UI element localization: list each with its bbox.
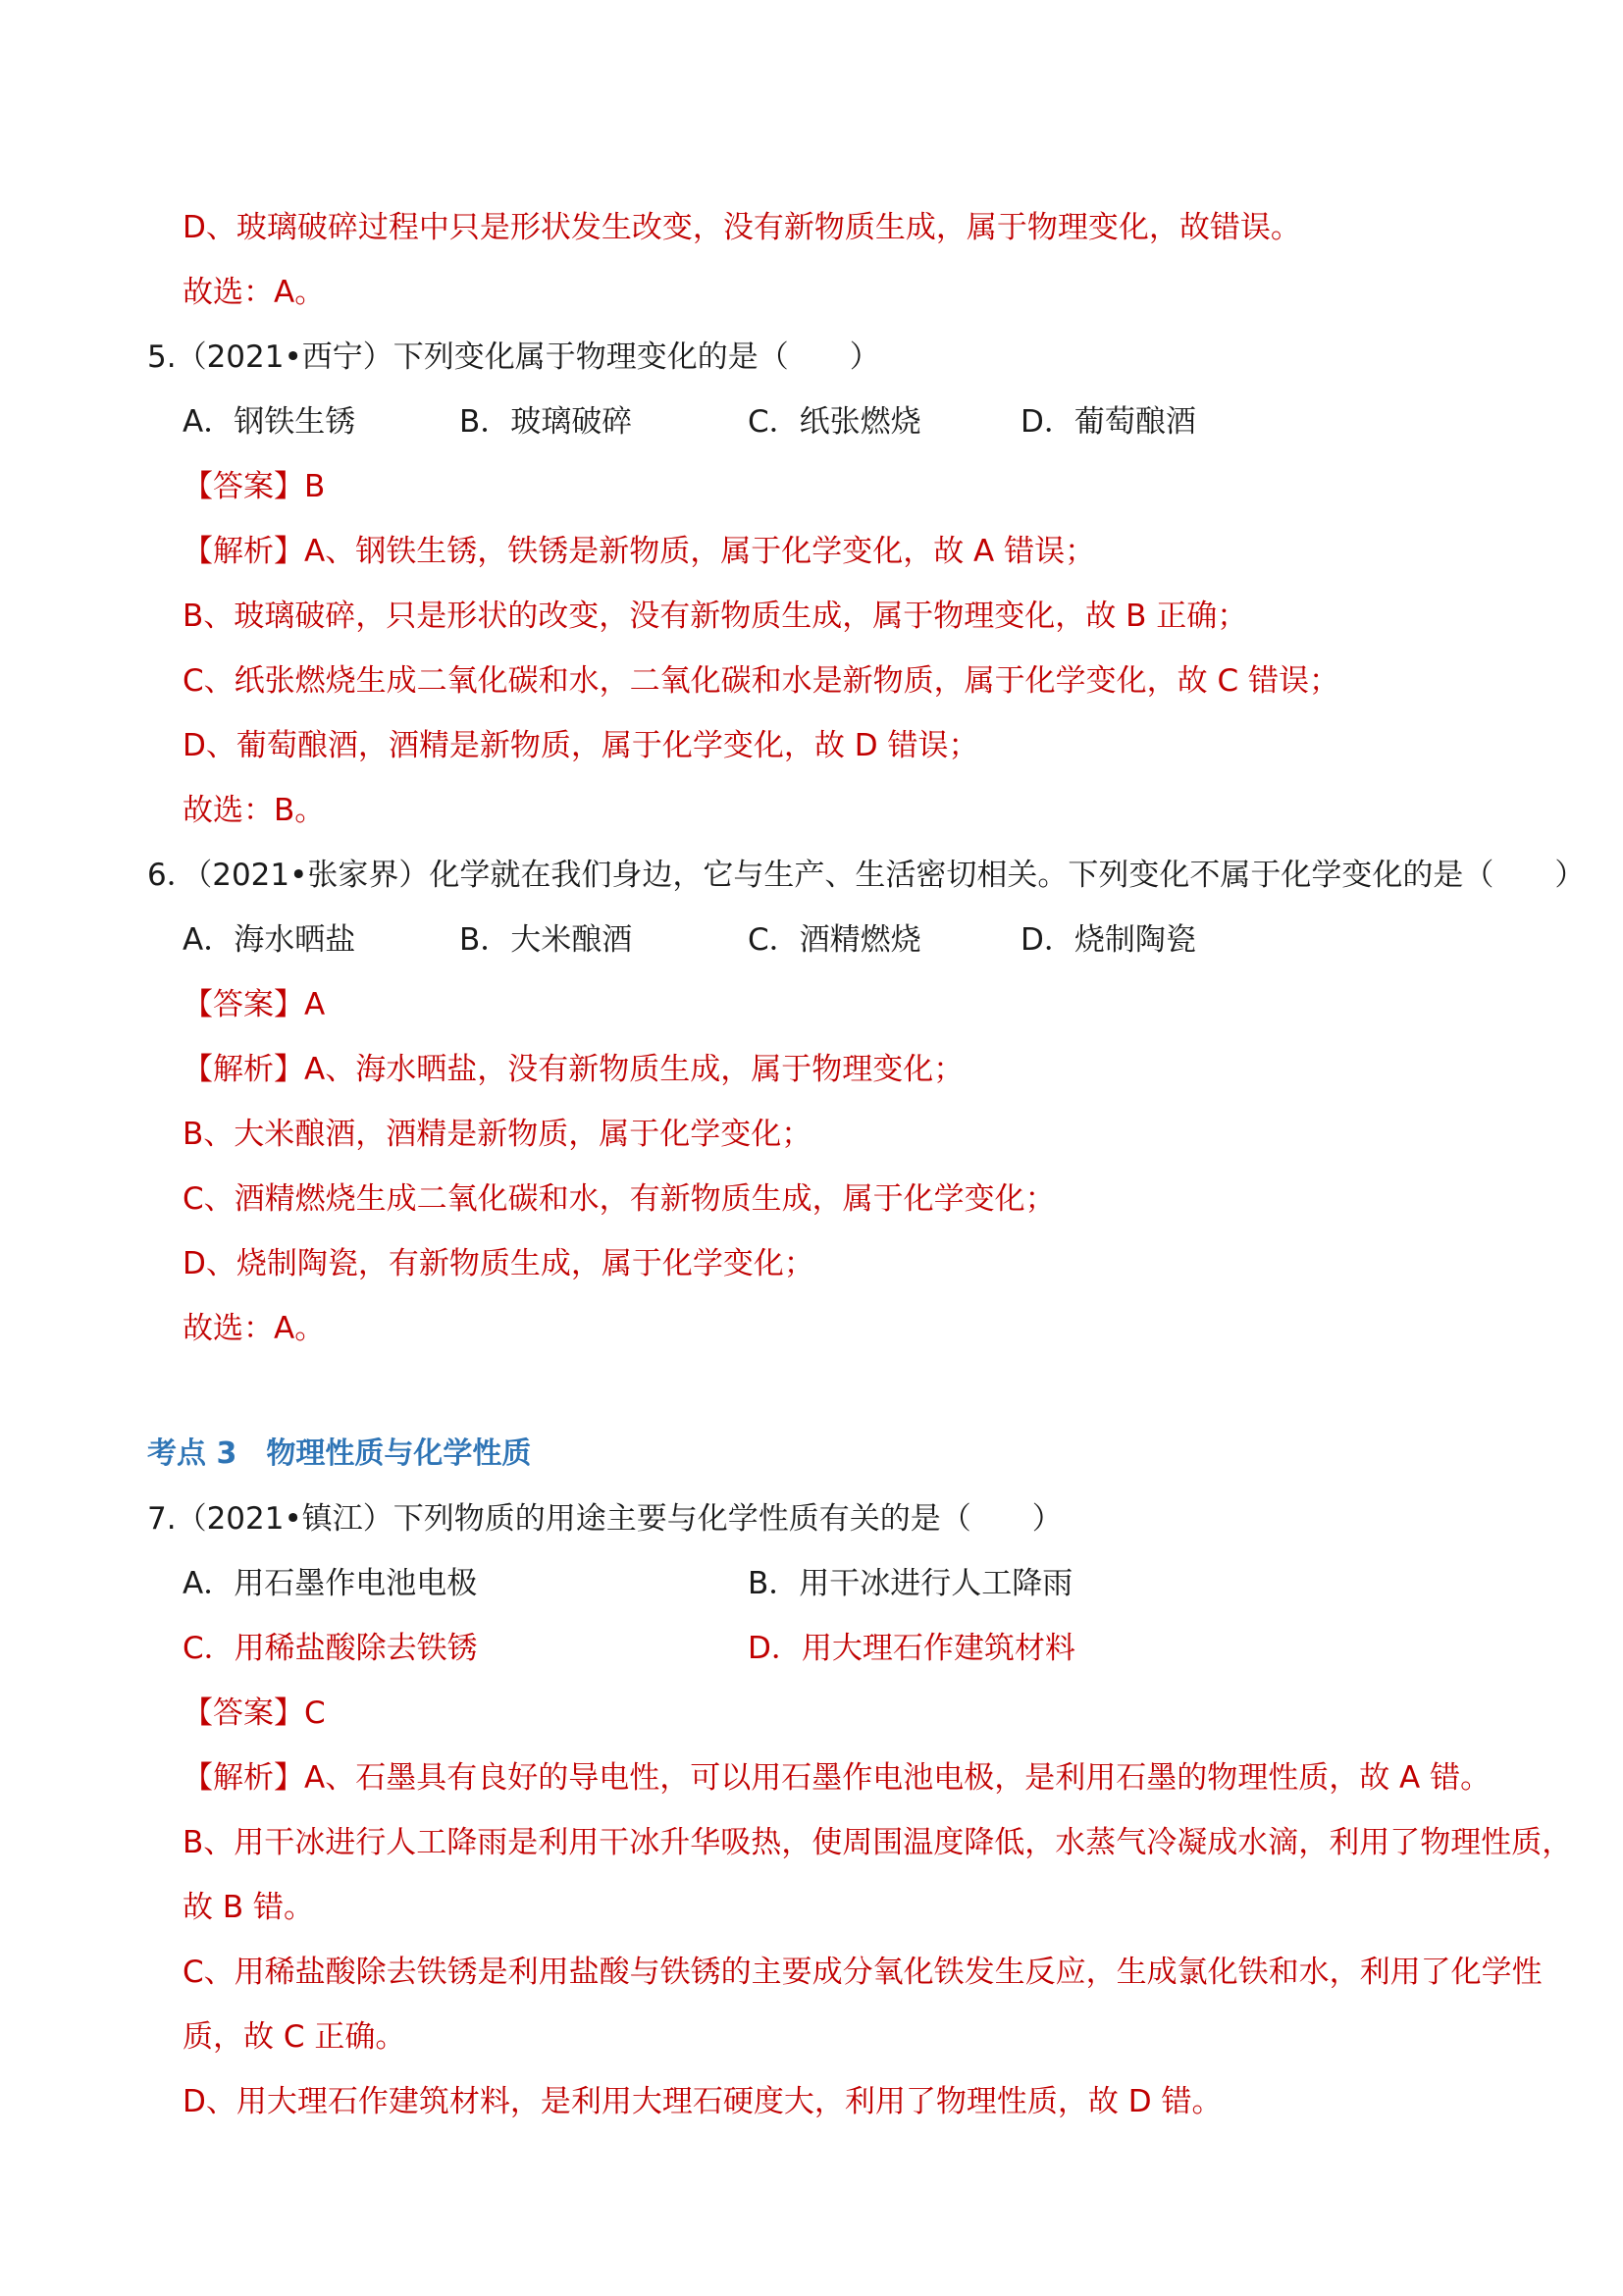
q6-analysis-b: B、大米酿酒，酒精是新物质，属于化学变化； [183, 1117, 812, 1152]
q5-option-d: D．葡萄酿酒 [1021, 404, 1196, 440]
prev-choose: 故选：A。 [183, 275, 326, 310]
q5-choose: 故选：B。 [183, 793, 326, 828]
q6-option-c: C．酒精燃烧 [748, 922, 921, 958]
q6-choose: 故选：A。 [183, 1311, 326, 1346]
prev-analysis-d: D、玻璃破碎过程中只是形状发生改变，没有新物质生成，属于物理变化，故错误。 [183, 210, 1301, 245]
q5-option-b: B．玻璃破碎 [459, 404, 633, 440]
q5-answer: B [304, 469, 326, 504]
q7-analysis-tag: 【解析】 [183, 1760, 304, 1796]
q5-answer-tag: 【答案】 [183, 469, 304, 504]
q7-analysis-b-cont: 故 B 错。 [183, 1890, 314, 1925]
q5-option-a: A．钢铁生锈 [183, 404, 356, 440]
q7-analysis-d: D、用大理石作建筑材料，是利用大理石硬度大，利用了物理性质，故 D 错。 [183, 2084, 1223, 2119]
q6-stem: 6．（2021•张家界）化学就在我们身边，它与生产、生活密切相关。下列变化不属于化学变化的是（ ） [147, 858, 1586, 893]
q5-analysis-tag: 【解析】 [183, 534, 304, 569]
q6-answer-line [183, 985, 325, 1024]
section-heading: 考点 3 物理性质与化学性质 [147, 1436, 532, 1471]
q5-stem: 5.（2021•西宁）下列变化属于物理变化的是（ ） [147, 339, 880, 375]
q5-analysis-d: D、葡萄酿酒，酒精是新物质，属于化学变化，故 D 错误； [183, 728, 979, 763]
q7-answer: C [304, 1696, 326, 1731]
q6-analysis-line-1 [183, 1050, 964, 1089]
q6-analysis-tag: 【解析】 [183, 1052, 304, 1087]
q6-analysis-a: A、海水晒盐，没有新物质生成，属于物理变化； [304, 1052, 965, 1087]
q7-answer-line [183, 1694, 326, 1733]
q6-analysis-c: C、酒精燃烧生成二氧化碳和水，有新物质生成，属于化学变化； [183, 1181, 1056, 1217]
q6-answer-tag: 【答案】 [183, 987, 304, 1022]
q5-answer-line [183, 467, 325, 506]
q6-answer: A [304, 987, 326, 1022]
q5-analysis-c: C、纸张燃烧生成二氧化碳和水，二氧化碳和水是新物质，属于化学变化，故 C 错误； [183, 663, 1339, 699]
q7-option-d: D．用大理石作建筑材料 [748, 1631, 1075, 1666]
q7-answer-tag: 【答案】 [183, 1696, 304, 1731]
q6-analysis-d: D、烧制陶瓷，有新物质生成，属于化学变化； [183, 1246, 814, 1281]
q7-analysis-b: B、用干冰进行人工降雨是利用干冰升华吸热，使周围温度降低，水蒸气冷凝成水滴，利用了物理性质， [183, 1825, 1573, 1860]
q7-analysis-c-cont: 质，故 C 正确。 [183, 2019, 406, 2055]
q7-stem: 7.（2021•镇江）下列物质的用途主要与化学性质有关的是（ ） [147, 1501, 1063, 1537]
q6-option-b: B．大米酿酒 [459, 922, 633, 958]
q7-analysis-a: A、石墨具有良好的导电性，可以用石墨作电池电极，是利用石墨的物理性质，故 A 错。 [304, 1760, 1492, 1796]
q7-analysis-line-1 [183, 1758, 1491, 1798]
q5-analysis-b: B、玻璃破碎，只是形状的改变，没有新物质生成，属于物理变化，故 B 正确； [183, 599, 1248, 634]
q6-option-d: D．烧制陶瓷 [1021, 922, 1196, 958]
q5-analysis-a: A、钢铁生锈，铁锈是新物质，属于化学变化，故 A 错误； [304, 534, 1096, 569]
q7-option-c: C．用稀盐酸除去铁锈 [183, 1631, 478, 1666]
q5-option-c: C．纸张燃烧 [748, 404, 921, 440]
q5-analysis-line-1 [183, 532, 1095, 571]
q6-option-a: A．海水晒盐 [183, 922, 356, 958]
q7-option-b: B．用干冰进行人工降雨 [748, 1566, 1073, 1601]
q7-analysis-c: C、用稀盐酸除去铁锈是利用盐酸与铁锈的主要成分氧化铁发生反应，生成氯化铁和水，利用了化学性 [183, 1955, 1543, 1990]
q7-option-a: A．用石墨作电池电极 [183, 1566, 478, 1601]
